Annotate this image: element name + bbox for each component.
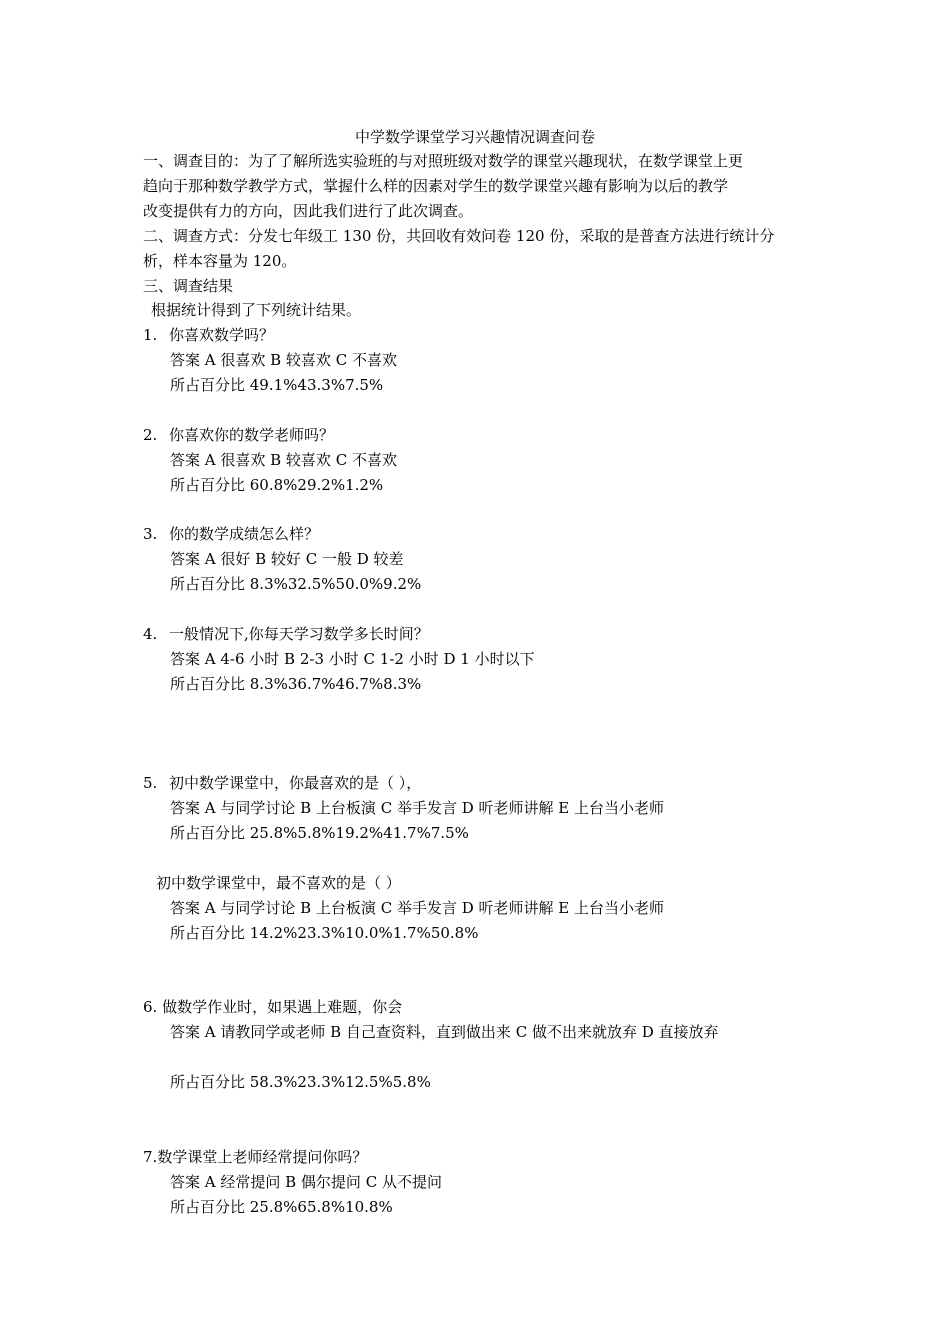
answer-percentages: 所占百分比 25.8%5.8%19.2%41.7%7.5% (170, 824, 469, 842)
question-4 (143, 624, 429, 644)
answer-options: 答案 A 经常提问 B 偶尔提问 C 从不提问 (170, 1173, 442, 1191)
question-text: 你喜欢你的数学老师吗？ (169, 426, 335, 444)
question-6 (143, 997, 402, 1017)
answer-options: 答案 A 很喜欢 B 较喜欢 C 不喜欢 (170, 351, 397, 369)
question-text: 数学课堂上老师经常提问你吗？ (157, 1148, 368, 1166)
answer-options: 答案 A 与同学讨论 B 上台板演 C 举手发言 D 听老师讲解 E 上台当小老师 (170, 799, 664, 817)
question-text: 做数学作业时，如果遇上难题，你会 (162, 998, 403, 1016)
answer-percentages: 所占百分比 58.3%23.3%12.5%5.8% (170, 1073, 431, 1091)
purpose-line-3: 改变提供有力的方向，因此我们进行了此次调查。 (143, 202, 474, 220)
method-line-2: 析，样本容量为 120。 (143, 252, 297, 270)
method-line-1: 二、调查方式：分发七年级工 130 份，共回收有效问卷 120 份，采取的是普查方法进行统计分 (143, 227, 775, 245)
answer-options: 答案 A 很喜欢 B 较喜欢 C 不喜欢 (170, 451, 397, 469)
question-text: 一般情况下,你每天学习数学多长时间？ (169, 625, 429, 643)
answer-options: 答案 A 与同学讨论 B 上台板演 C 举手发言 D 听老师讲解 E 上台当小老师 (170, 899, 664, 917)
answer-percentages: 所占百分比 8.3%36.7%46.7%8.3% (170, 675, 422, 693)
question-number: 7. (143, 1148, 158, 1166)
answer-percentages: 所占百分比 25.8%65.8%10.8% (170, 1198, 393, 1216)
page-title: 中学数学课堂学习兴趣情况调查问卷 (354, 128, 595, 146)
answer-options: 答案 A 请教同学或老师 B 自己查资料，直到做出来 C 做不出来就放弃 D 直接放弃 (170, 1023, 719, 1041)
question-number: 1. (143, 326, 158, 344)
question-text: 你的数学成绩怎么样？ (169, 525, 320, 543)
results-lead: 根据统计得到了下列统计结果。 (151, 301, 362, 319)
answer-percentages: 所占百分比 14.2%23.3%10.0%1.7%50.8% (170, 924, 479, 942)
question-number: 5. (143, 774, 158, 792)
question-number: 4. (143, 625, 158, 643)
question-number: 6. (143, 998, 158, 1016)
answer-percentages: 所占百分比 8.3%32.5%50.0%9.2% (170, 575, 422, 593)
answer-percentages: 所占百分比 60.8%29.2%1.2% (170, 476, 384, 494)
purpose-line-2: 趋向于那种数学教学方式，掌握什么样的因素对学生的数学课堂兴趣有影响为以后的教学 (143, 177, 729, 195)
question-5 (143, 773, 421, 793)
question-5b (156, 873, 401, 893)
question-text: 你喜欢数学吗？ (169, 326, 275, 344)
question-text: 初中数学课堂中，最不喜欢的是（ ） (156, 874, 401, 892)
question-text: 初中数学课堂中，你最喜欢的是（ ）， (169, 774, 422, 792)
question-number: 2. (143, 426, 158, 444)
results-heading: 三、调查结果 (143, 277, 234, 295)
question-number: 3. (143, 525, 158, 543)
question-3 (143, 524, 319, 544)
question-7 (143, 1147, 367, 1167)
answer-percentages: 所占百分比 49.1%43.3%7.5% (170, 376, 384, 394)
answer-options: 答案 A 很好 B 较好 C 一般 D 较差 (170, 550, 404, 568)
answer-options: 答案 A 4-6 小时 B 2-3 小时 C 1-2 小时 D 1 小时以下 (170, 650, 535, 668)
question-2 (143, 425, 334, 445)
purpose-line-1: 一、调查目的：为了了解所选实验班的与对照班级对数学的课堂兴趣现状，在数学课堂上更 (143, 152, 744, 170)
question-1 (143, 325, 274, 345)
